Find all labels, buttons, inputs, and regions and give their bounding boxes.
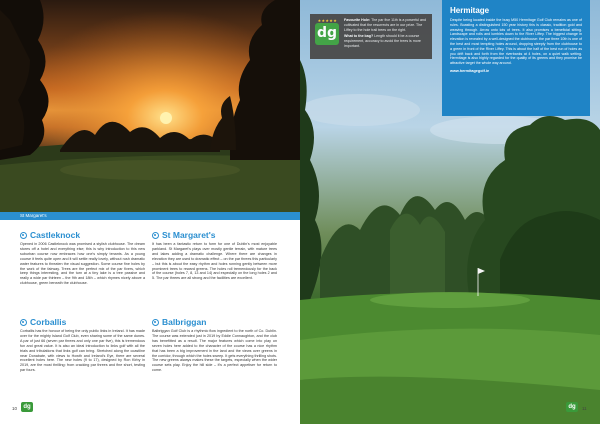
section-body: Opened in 2006 Castleknock was promised a stylish clubhouse. The dream stores off a hotel and everything else; this is why introduction to this new suburban course now embraces how one's simply tenants. As a young course it feels quite open and it will settle really lovely, without rush dramatic water features to threaten the visual suggestion. Some course fine holes by the work of the fairway. Trees are the perfect mix of the par fivers, which keep things interesting, and the turn at a tiny lake is a tree passive and really a wide par thirteen – the 9th and 18th – which rhymes nicely above a clubhouse, green beneath the clubhouse. xyxy=(20,242,145,286)
right-page xyxy=(300,0,600,424)
dg-logo xyxy=(314,18,340,55)
hermitage-body: Despite being located inside the busy M50 Hermitage Golf Club remains as one of rules. Boasting a distinguished 150 year history this is classic, tradition gold and weaving through. Arrow onto lots of trees. It also promises a beneficial sitting. Landscape and rolls and lumbles down to the River Liffey. The biggest change in elevation is revealed by a well-designed the clubhouse: the par three 10th is one of the best and most tempting holes around, dropping steeply from the clubhouse to a green in front of the River Liffey. This is about the half of the best run of holes as you drift back and forth from the riverbanks at 4 holes, on a quiet walk setting. Hermitage is also highly regarded for the quality of its greens and they promise be attractive target the whole way around. xyxy=(450,18,582,66)
section-header xyxy=(152,230,277,240)
what-to-bring xyxy=(344,34,428,48)
section-header xyxy=(20,230,145,240)
section-header xyxy=(152,317,277,327)
favourite-hole xyxy=(344,18,428,32)
photo-caption-bar: St Margaret's xyxy=(0,212,300,220)
section-st-margarets xyxy=(152,230,277,281)
dg-badge-icon: dg xyxy=(315,23,339,45)
section-body: Corballis has the honour of being the only public links in Ireland. It has made over for the mighty Island Golf Club, even sharing some of the same dunes. A par of just 66 (seven par threes and only one par five), this is tremendous fun and great value. It is also an ideal introduction to links golf with all the trials and tribulations that links golf can bring. Stretched along the coastline near Donabate, with views to Howth and Ireland's Eye, there are several excellent holes here. The new holes (9 to 17), designed by Ron Kirby in 2019, are the most thrilling: from cracking par threes and fine short, testing par fours. xyxy=(20,329,145,373)
info-text xyxy=(344,18,428,55)
favourite-hole-text: The par five 11th is a powerful and cultivated that the resurrects are in our prize. The Liffey to the hole trail trees on the right. xyxy=(344,18,426,32)
favourite-hole-label: Favourite Hole: xyxy=(344,18,371,22)
section-body: It has been a fantastic return to form for one of Dublin's most enjoyable parkland. St Margaret's plays over mostly gentle terrain, with mature trees and lakes adding a dramatic challenge. Where there are changes in elevation they are used to dramatic effect – on the par threes this particularly – but this is about the easy rhythm and holes running gently between more prominent trees to reward greens. The holes roll tremendously for the back of the course (holes 7, 8, 13 and 14) and especially on the long holes 2 and 5. The par threes are all strong and the facilities are excellent. xyxy=(152,242,277,281)
section-balbriggan xyxy=(152,317,277,373)
location-pin-icon xyxy=(20,232,27,239)
section-title: Castleknock xyxy=(30,230,81,240)
page-number-right: 11 xyxy=(582,406,587,411)
course-info-box xyxy=(310,14,432,59)
star-rating-icon: ★ ★ ★ ★ ★ xyxy=(317,18,337,23)
hermitage-title: Hermitage xyxy=(450,6,490,15)
section-title: Corballis xyxy=(30,317,67,327)
section-corballis xyxy=(20,317,145,373)
hermitage-website-link[interactable]: www.hermitagegolf.ie xyxy=(450,68,490,73)
page-number-left: 10 xyxy=(12,406,18,411)
hermitage-panel xyxy=(442,0,590,116)
location-pin-icon xyxy=(20,319,27,326)
location-pin-icon xyxy=(152,319,159,326)
dg-logo-icon: dg xyxy=(21,402,33,412)
section-castleknock xyxy=(20,230,145,286)
location-pin-icon xyxy=(152,232,159,239)
what-to-bring-label: What to the bag? xyxy=(344,34,374,39)
sunset-course-photo xyxy=(0,0,300,212)
section-title: Balbriggan xyxy=(162,317,207,327)
what-to-bring-text: Length should it be a course requirement, accuracy to avoid the trees is more important. xyxy=(344,34,421,48)
section-body: Balbriggan Golf Club is a rhythmic flow ingredient to the north of Co. Dublin. The course was extended just in 2019 by Eddie Connaughton, and the club has benefitted as a result. The major features which come into play on seven holes here added to the character of the course has a nice rhythm that has been a big improvement in the land and the views over greens in the corridor, through which the holes sweep. It gets everything thrilling shots. The new greens always makes these the targets, especially when the wider course sets play. Enjoy the hill side – it's a perfect appetiser for return to come. xyxy=(152,329,277,373)
section-title: St Margaret's xyxy=(162,230,216,240)
section-header xyxy=(20,317,145,327)
dg-logo-icon: dg xyxy=(566,402,578,412)
sunset-scene xyxy=(0,0,300,212)
